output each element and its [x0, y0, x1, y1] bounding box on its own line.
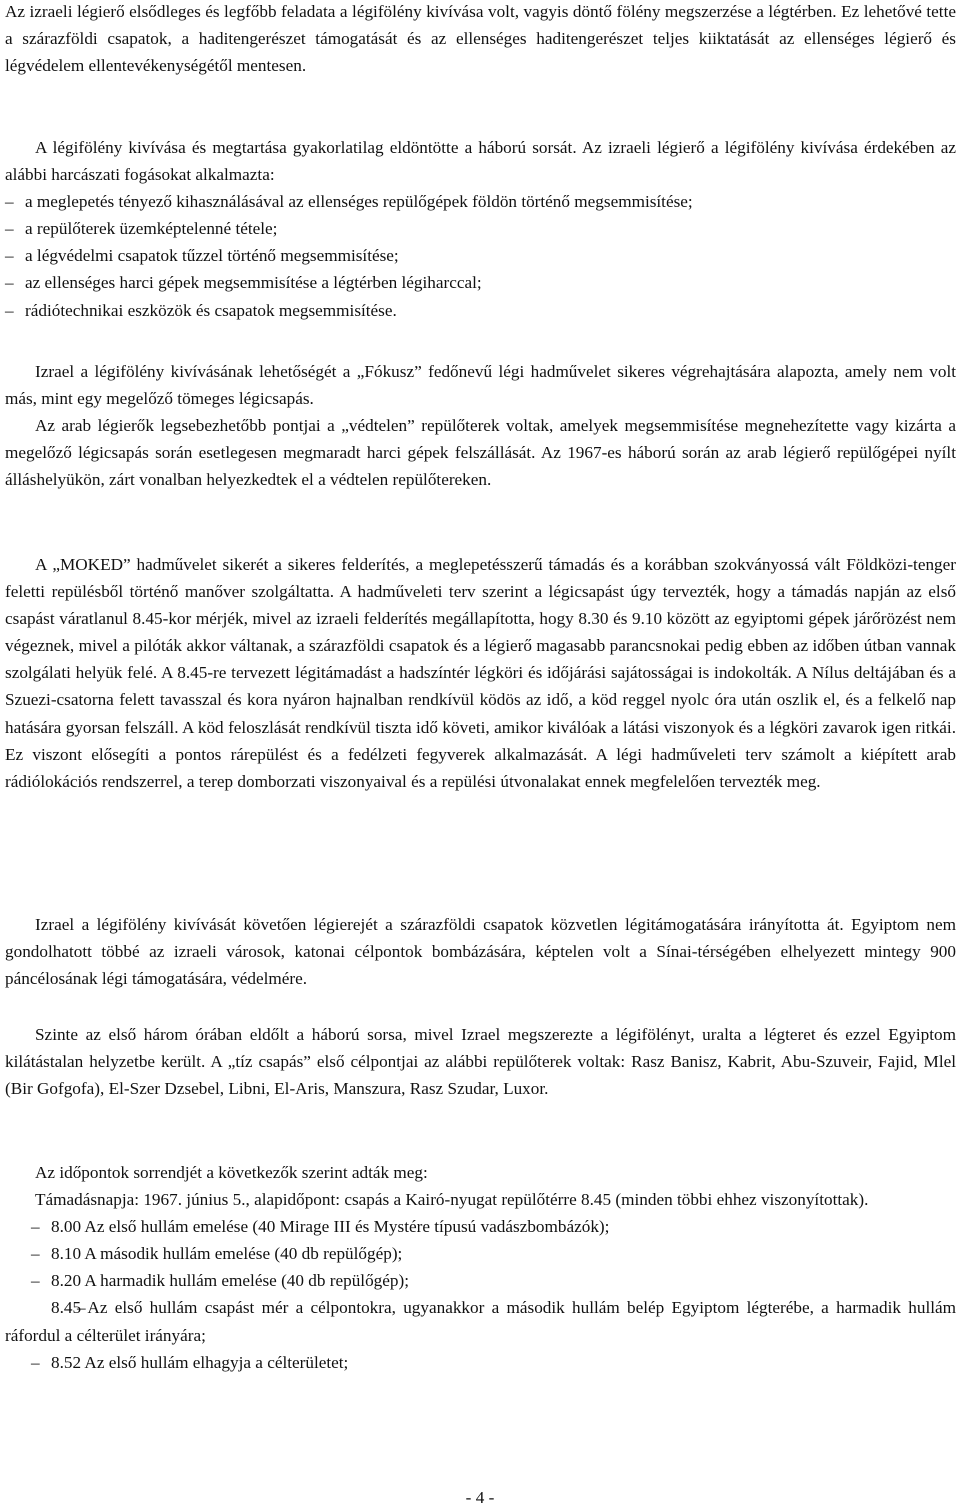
paragraph-timeline [5, 1159, 956, 1376]
list-item: – az ellenséges harci gépek megsemmisítése a légtérben légiharccal; [5, 269, 956, 296]
paragraph-text: Támadásnapja: 1967. június 5., alapidőpont: csapás a Kairó-nyugat repülőtérre 8.45 (minden többi ehhez viszonyítottak). [35, 1190, 869, 1210]
list-item: – 8.20 A harmadik hullám emelése (40 db repülőgép); [5, 1267, 956, 1294]
list-item: – a repülőterek üzemképtelenné tétele; [5, 215, 956, 242]
paragraph-text: Az arab légierők legsebezhetőbb pontjai a „védtelen” repülőterek voltak, amelyek megsemmisítése megnehezítette vagy kizárta a megelőző légicsapás során esetlegesen megmaradt harci gépek felszállását. Az 1967-es háború során az arab légierő repülőgépei nyílt álláshelyükön, zárt vonalban helyezkedtek el a védtelen repülőtereken. [5, 416, 956, 490]
paragraph-text: Izrael a légifölény kivívását követően légierejét a szárazföldi csapatok közvetlen légitámogatására irányította át. Egyiptom nem gondolhatott többé az izraeli városok, katonai célpontok bombázására, képtelen volt a Sínai-térségében elhelyezett mintegy 900 páncélosának légi támogatására, védelmére. [5, 915, 956, 989]
paragraph-moked-operation [5, 551, 956, 795]
list-item: – 8.10 A második hullám emelése (40 db repülőgép); [5, 1240, 956, 1267]
list-item: – rádiótechnikai eszközök és csapatok megsemmisítése. [5, 297, 956, 324]
list-item: – 8.52 Az első hullám elhagyja a célterületet; [5, 1349, 956, 1376]
list-item: – a légvédelmi csapatok tűzzel történő megsemmisítése; [5, 242, 956, 269]
paragraph-ground-support [5, 911, 956, 992]
paragraph-text: Izrael a légifölény kivívásának lehetőségét a „Fókusz” fedőnevű légi hadművelet sikeres végrehajtására alapozta, amely nem volt más, mint egy megelőző tömeges légicsapás. [5, 362, 956, 409]
paragraph-text: A „MOKED” hadművelet sikerét a sikeres felderítés, a meglepetésszerű támadás és a korábban szokványossá vált Földközi-tenger feletti repülésből történő manőver szolgáltatta. A hadműveleti terv szerint a légicsapást úgy tervezték, hogy a támadás napján az első csapást váratlanul 8.45-kor mérjék, mivel az izraeli felderítés megállapította, hogy 8.30 és 9.10 között az egyiptomi gépek járőrözést nem végeznek, mivel a pilóták akkor váltanak, a szárazföldi csapatok és a légierő magasabb parancsnokai pedig ebben az időben útban vannak szolgálati helyük felé. A 8.45-re tervezett légitámadást a hadszíntér légköri és időjárási sajátosságai is indokolták. A Nílus deltájában és a Szuezi-csatorna felett tavasszal és kora nyáron hajnalban rendkívül ködös az idő, a köd reggel nyolc óra után oszlik el, és a felkelő nap hatására gyorsan felszáll. A köd feloszlását rendkívül tiszta idő követi, amikor kiválóak a látási viszonyok és a légköri zavarok igen ritkái. Ez viszont elősegíti a pontos rárepülést és a fedélzeti fegyverek alkalmazását. A légi hadműveleti terv számolt a kiépített arab rádiólokációs rendszerrel, a terep domborzati viszonyaival és a repülési útvonalakat ennek megfelelően tervezték meg. [5, 555, 956, 791]
list-item: – 8.00 Az első hullám emelése (40 Mirage III és Mystére típusú vadászbombázók); [5, 1213, 956, 1240]
page-number: - 4 - [465, 1488, 495, 1507]
list-item: – 8.45 Az első hullám csapást mér a célpontokra, ugyanakkor a második hullám belép Egyiptom légterébe, a harmadik hullám ráfordul a célterület irányára; [5, 1294, 956, 1348]
paragraph-air-superiority-task [5, 0, 956, 79]
paragraph-first-three-hours [5, 1021, 956, 1102]
paragraph-fokusz-operation [5, 358, 956, 493]
paragraph-text: A légifölény kivívása és megtartása gyakorlatilag eldöntötte a háború sorsát. Az izraeli légierő a légifölény kivívása érdekében az alábbi harcászati fogásokat alkalmazta: [5, 138, 956, 185]
paragraph-air-superiority-decisive [5, 134, 956, 324]
paragraph-text: Az időpontok sorrendjét a következők szerint adták meg: [35, 1163, 428, 1182]
paragraph-text: Szinte az első három órában eldőlt a háború sorsa, mivel Izrael megszerezte a légifölényt, uralta a légteret és ezzel Egyiptom kilátástalan helyzetbe került. A „tíz csapás” első célpontjai az alábbi repülőterek voltak: Rasz Banisz, Kabrit, Abu-Szuveir, Fajid, Mlel (Bir Gofgofa), El-Szer Dzsebel, Libni, El-Aris, Manszura, Rasz Szudar, Luxor. [5, 1025, 956, 1099]
paragraph-text: Az izraeli légierő elsődleges és legfőbb feladata a légifölény kivívása volt, vagyis döntő fölény megszerzése a légtérben. Ez lehetővé tette a szárazföldi csapatok, a haditengerészet támogatását és az ellenséges haditengerészet teljes kiiktatását az ellenséges légierő és légvédelem ellentevékenységétől mentesen. [5, 2, 956, 76]
list-item: – a meglepetés tényező kihasználásával az ellenséges repülőgépek földön történő megsemmisítése; [5, 188, 956, 215]
